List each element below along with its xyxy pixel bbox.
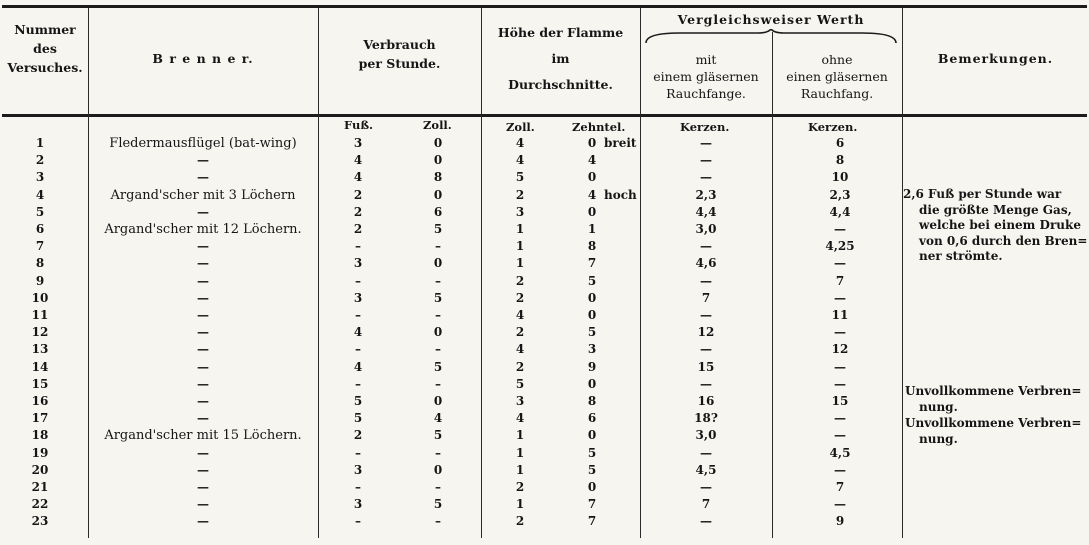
cell-n: 22 (31, 497, 49, 512)
cell-mit: — (700, 342, 712, 357)
cell-zoll: 4 (433, 411, 443, 426)
cell-brenner: — (197, 514, 209, 529)
cell-n: 16 (31, 394, 49, 408)
cell-hz: 4 (515, 411, 525, 426)
header-mit (640, 51, 772, 102)
cell-hzt: 5 (587, 325, 597, 340)
cell-hzt: 0 (587, 290, 597, 305)
cell-brenner: — (197, 342, 209, 357)
cell-zoll: 0 (433, 187, 443, 202)
cell-ohne: — (834, 325, 846, 340)
cell-fuss: – (355, 445, 361, 460)
cell-zoll: – (435, 514, 441, 529)
cell-hz: 4 (515, 153, 525, 168)
cell-zoll: 5 (433, 497, 443, 512)
cell-ohne: 9 (835, 514, 845, 529)
cell-fuss: – (355, 480, 361, 494)
cell-hzt: 1 (587, 222, 597, 236)
cell-hzt: 9 (587, 359, 597, 374)
cell-fuss: 4 (353, 325, 363, 340)
cell-n: 18 (31, 428, 49, 443)
cell-mit: 4,5 (695, 462, 717, 477)
cell-zoll: 0 (433, 153, 443, 168)
cell-fuss: – (355, 342, 361, 357)
cell-mit: 15 (697, 359, 715, 374)
note-line: nung. (919, 431, 958, 446)
cell-mit: — (700, 153, 712, 168)
cell-hzt: 4 (587, 187, 597, 202)
header-brenner-label: B r e n n e r. (152, 51, 254, 66)
cell-hz: 2 (515, 325, 525, 340)
cell-ohne: — (834, 222, 846, 236)
cell-fuss: 3 (353, 290, 363, 305)
col-rule (902, 8, 903, 538)
cell-hzt: 8 (587, 239, 597, 254)
cell-zoll: 5 (433, 359, 443, 374)
cell-zoll: – (435, 342, 441, 357)
cell-fuss: – (355, 514, 361, 529)
cell-brenner: — (197, 308, 209, 322)
note-line: die größte Menge Gas, (919, 202, 1072, 217)
cell-mit: — (700, 514, 712, 529)
cell-ohne: — (834, 376, 846, 391)
cell-hzt: 5 (587, 445, 597, 460)
cell-fuss: 2 (353, 222, 363, 236)
note-line: nung. (919, 399, 958, 414)
cell-brenner: — (197, 170, 209, 185)
cell-brenner: Fledermausflügel (bat-wing) (109, 136, 297, 151)
header-nummer-line: des (33, 41, 57, 56)
cell-hz: 5 (515, 170, 525, 185)
cell-zoll: – (435, 308, 441, 322)
note-line: welche bei einem Druke (919, 218, 1081, 233)
cell-brenner: — (197, 359, 209, 374)
cell-mit: 3,0 (695, 428, 717, 443)
cell-hz: 1 (515, 445, 525, 460)
cell-hz: 2 (515, 359, 525, 374)
cell-hz: 2 (515, 480, 525, 494)
cell-hz: 1 (515, 497, 525, 512)
cell-brenner: — (197, 497, 209, 512)
cell-fuss: 5 (353, 394, 363, 408)
cell-hzt: 0 (587, 376, 597, 391)
cell-ohne: 8 (835, 153, 845, 168)
cell-ohne: 11 (831, 308, 849, 322)
cell-hzt: 3 (587, 342, 597, 357)
cell-fuss: 3 (353, 497, 363, 512)
cell-hz: 1 (515, 428, 525, 443)
header-mit-line: Rauchfange. (666, 86, 746, 101)
cell-mit: 4,6 (695, 256, 717, 271)
cell-brenner: — (197, 290, 209, 305)
cell-brenner: — (197, 445, 209, 460)
cell-brenner: — (197, 273, 209, 288)
col-rule (772, 32, 773, 538)
cell-zoll: 5 (433, 290, 443, 305)
unit-kerzen-mit: Kerzen. (680, 120, 730, 134)
cell-hzt: 5 (587, 273, 597, 288)
cell-brenner: — (197, 153, 209, 168)
cell-hz: 5 (515, 376, 525, 391)
cell-fuss: 4 (353, 170, 363, 185)
cell-brenner: Argand'scher mit 12 Löchern. (104, 222, 302, 237)
unit-zoll: Zoll. (423, 118, 452, 132)
cell-zoll: 6 (433, 204, 443, 219)
cell-hz: 1 (515, 462, 525, 477)
cell-zoll: 0 (433, 325, 443, 340)
cell-brenner: — (197, 480, 209, 494)
cell-mit: 2,3 (695, 187, 717, 202)
cell-ohne: 12 (831, 342, 849, 357)
header-ohne-line: einen gläsernen (786, 69, 888, 84)
note-line: Unvollkommene Verbren= (905, 384, 1082, 398)
cell-zoll: 0 (433, 394, 443, 408)
cell-flag: breit (604, 136, 637, 150)
header-ohne-line: Rauchfang. (800, 86, 874, 101)
note-combustion-2 (905, 416, 1081, 447)
cell-mit: — (700, 136, 712, 150)
cell-hzt: 0 (587, 428, 597, 443)
col-rule (318, 8, 319, 538)
cell-ohne: 7 (835, 273, 845, 288)
cell-ohne: — (834, 497, 846, 512)
cell-mit: — (700, 308, 712, 322)
cell-ohne: 4,4 (829, 204, 851, 219)
cell-n: 2 (35, 153, 45, 168)
cell-hz: 2 (515, 290, 525, 305)
cell-ohne: 7 (835, 480, 845, 494)
header-ohne-line: ohne (821, 52, 853, 67)
header-verbrauch-line: per Stunde. (358, 56, 441, 71)
cell-hz: 1 (515, 222, 525, 236)
note-line: ner strömte. (919, 249, 1003, 264)
cell-mit: — (700, 480, 712, 494)
header-hoehe (481, 20, 640, 98)
cell-n: 7 (35, 239, 45, 254)
header-bemerkungen (902, 49, 1089, 68)
cell-mit: 16 (697, 394, 715, 408)
cell-fuss: 4 (353, 153, 363, 168)
cell-n: 14 (31, 359, 49, 374)
cell-zoll: 5 (433, 428, 443, 443)
cell-hzt: 7 (587, 497, 597, 512)
cell-ohne: — (834, 359, 846, 374)
unit-fuss: Fuß. (344, 118, 374, 132)
header-nummer-line: Nummer (14, 22, 76, 37)
cell-n: 9 (35, 273, 45, 288)
header-nummer-line: Versuches. (7, 60, 83, 75)
top-rule (2, 5, 1087, 8)
header-mit-line: mit (695, 52, 717, 67)
cell-n: 12 (31, 325, 49, 340)
header-verbrauch (318, 35, 481, 73)
cell-hzt: 0 (587, 204, 597, 219)
cell-fuss: 2 (353, 187, 363, 202)
header-mit-line: einem gläsernen (653, 69, 759, 84)
cell-hzt: 8 (587, 394, 597, 408)
cell-zoll: – (435, 480, 441, 494)
cell-brenner: — (197, 325, 209, 340)
cell-mit: 4,4 (695, 204, 717, 219)
cell-fuss: 3 (353, 256, 363, 271)
cell-hzt: 4 (587, 153, 597, 168)
cell-mit: — (700, 170, 712, 185)
cell-n: 3 (35, 170, 45, 185)
cell-fuss: – (355, 273, 361, 288)
cell-n: 10 (31, 290, 49, 305)
header-brenner (88, 49, 318, 68)
cell-brenner: Argand'scher mit 3 Löchern (110, 187, 296, 203)
cell-ohne: — (834, 290, 846, 305)
cell-n: 13 (31, 342, 49, 357)
header-vergleich (640, 10, 902, 29)
header-verbrauch-line: Verbrauch (363, 37, 436, 52)
cell-mit: — (700, 273, 712, 288)
cell-brenner: Argand'scher mit 15 Löchern. (104, 428, 302, 444)
note-line: 2,6 Fuß per Stunde war (903, 187, 1062, 201)
cell-fuss: 2 (353, 204, 363, 219)
cell-fuss: 3 (353, 136, 363, 150)
cell-ohne: — (834, 411, 846, 426)
cell-zoll: 5 (433, 222, 443, 236)
cell-hzt: 0 (587, 308, 597, 322)
unit-hoehe-zehntel: Zehntel. (572, 120, 626, 134)
cell-fuss: – (355, 308, 361, 322)
unit-hoehe-zoll: Zoll. (506, 120, 535, 134)
note-line: von 0,6 durch den Bren= (919, 233, 1088, 248)
cell-mit: 18? (694, 411, 718, 426)
cell-ohne: 4,25 (825, 239, 855, 254)
cell-hz: 1 (515, 256, 525, 271)
cell-hzt: 0 (587, 170, 597, 185)
header-bemerkungen-label: Bemerkungen. (937, 51, 1054, 66)
header-bottom-rule (2, 114, 1087, 117)
cell-ohne: 6 (835, 136, 845, 150)
cell-ohne: 15 (831, 394, 849, 408)
cell-hz: 1 (515, 239, 525, 254)
cell-hz: 2 (515, 273, 525, 288)
cell-ohne: — (834, 256, 846, 271)
header-hoehe-line: im (551, 51, 570, 66)
cell-zoll: – (435, 273, 441, 288)
cell-zoll: 0 (433, 256, 443, 271)
cell-flag: hoch (604, 187, 637, 202)
cell-n: 1 (35, 136, 45, 150)
cell-ohne: 10 (831, 170, 849, 185)
cell-mit: 7 (701, 497, 711, 512)
cell-ohne: 4,5 (829, 445, 851, 460)
header-ohne (772, 51, 902, 102)
cell-n: 23 (31, 514, 49, 529)
cell-hzt: 0 (587, 136, 597, 150)
cell-fuss: 5 (353, 411, 363, 426)
cell-mit: 3,0 (695, 222, 717, 236)
cell-fuss: 4 (353, 359, 363, 374)
cell-zoll: 8 (433, 170, 443, 185)
cell-hz: 4 (515, 342, 525, 357)
header-nummer (2, 20, 88, 77)
cell-hz: 4 (515, 136, 525, 150)
cell-hzt: 6 (587, 411, 597, 426)
cell-mit: — (700, 239, 712, 254)
cell-zoll: 0 (433, 136, 443, 150)
brace-icon (640, 29, 902, 45)
cell-n: 5 (35, 204, 45, 219)
cell-zoll: 0 (433, 462, 443, 477)
cell-mit: 7 (701, 290, 711, 305)
cell-n: 15 (31, 376, 49, 391)
cell-hz: 3 (515, 394, 525, 408)
cell-brenner: — (197, 256, 209, 271)
cell-brenner: — (197, 239, 209, 254)
cell-hz: 2 (515, 187, 525, 202)
header-hoehe-line: Durchschnitte. (508, 77, 613, 92)
cell-hzt: 0 (587, 480, 597, 494)
cell-n: 6 (35, 222, 45, 236)
cell-ohne: 2,3 (829, 187, 851, 202)
cell-brenner: — (197, 411, 209, 426)
cell-fuss: – (355, 239, 361, 254)
cell-n: 17 (31, 411, 49, 426)
cell-ohne: — (834, 428, 846, 443)
cell-ohne: — (834, 462, 846, 477)
cell-mit: 12 (697, 325, 715, 340)
note-combustion-1 (905, 384, 1081, 415)
cell-fuss: 2 (353, 428, 363, 443)
cell-brenner: — (197, 204, 209, 219)
cell-n: 11 (31, 308, 49, 322)
note-line: Unvollkommene Verbren= (905, 416, 1082, 430)
cell-hz: 3 (515, 204, 525, 219)
cell-mit: — (700, 376, 712, 391)
cell-hz: 2 (515, 514, 525, 529)
cell-brenner: — (197, 462, 209, 477)
cell-n: 21 (31, 480, 49, 494)
header-hoehe-line: Höhe der Flamme (497, 25, 624, 40)
cell-hzt: 5 (587, 462, 597, 477)
note-max-gas (903, 187, 1087, 265)
cell-zoll: – (435, 376, 441, 391)
cell-zoll: – (435, 239, 441, 254)
cell-n: 4 (35, 187, 45, 202)
cell-n: 8 (35, 256, 45, 271)
cell-zoll: – (435, 445, 441, 460)
cell-n: 19 (31, 445, 49, 460)
header-vergleich-label: Vergleichsweiser Werth (677, 12, 865, 27)
cell-n: 20 (31, 462, 49, 477)
cell-fuss: – (355, 376, 361, 391)
cell-brenner: — (197, 394, 209, 408)
cell-mit: — (700, 445, 712, 460)
cell-hzt: 7 (587, 256, 597, 271)
cell-brenner: — (197, 376, 209, 391)
cell-hz: 4 (515, 308, 525, 322)
cell-hzt: 7 (587, 514, 597, 529)
cell-fuss: 3 (353, 462, 363, 477)
unit-kerzen-ohne: Kerzen. (808, 120, 858, 134)
